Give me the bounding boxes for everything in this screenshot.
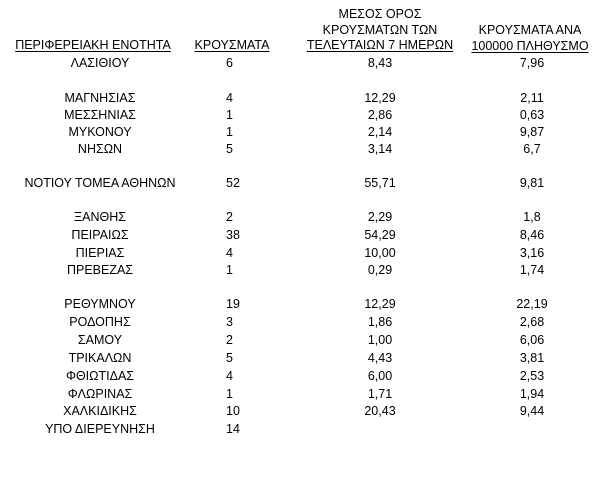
cell-cases: 1 [226,108,233,122]
header-avg7-line1: ΜΕΣΟΣ ΟΡΟΣ [338,7,422,21]
cell-region: ΦΘΙΩΤΙΔΑΣ [65,369,135,383]
cell-per100k: 2,68 [519,315,545,329]
cell-cases: 5 [226,142,233,156]
cell-cases: 52 [226,176,240,190]
cell-cases: 4 [226,91,233,105]
cell-per100k: 8,46 [519,228,545,242]
cell-avg7: 0,29 [367,263,393,277]
cell-avg7: 4,43 [367,351,393,365]
cell-per100k: 1,8 [523,210,541,224]
table-row [0,403,600,419]
cell-region: ΞΑΝΘΗΣ [74,210,126,224]
cell-avg7: 55,71 [364,176,396,190]
cell-per100k: 6,7 [523,142,541,156]
cell-region: ΛΑΣΙΘΙΟΥ [70,56,130,70]
cell-per100k: 3,81 [519,351,545,365]
cell-region: ΡΟΔΟΠΗΣ [69,315,131,329]
cell-cases: 38 [226,228,240,242]
cell-avg7: 2,29 [367,210,393,224]
table-row [0,368,600,384]
cell-region: ΜΕΣΣΗΝΙΑΣ [64,108,136,122]
cell-region: ΦΛΩΡΙΝΑΣ [67,387,133,401]
table-row [0,227,600,243]
cell-cases: 19 [226,297,240,311]
cell-region: ΠΡΕΒΕΖΑΣ [66,263,134,277]
table-row [0,350,600,366]
cell-avg7: 1,71 [367,387,393,401]
cell-region: ΧΑΛΚΙΔΙΚΗΣ [63,404,137,418]
cell-cases: 2 [226,210,233,224]
cell-avg7: 6,00 [367,369,393,383]
cell-region: ΝΗΣΩΝ [77,142,123,156]
header-cases [186,38,278,54]
cell-region: ΠΕΙΡΑΙΩΣ [71,228,129,242]
header-per100k-line2: 100000 ΠΛΗΘΥΣΜΟ [471,38,589,53]
header-region [2,38,184,54]
cell-region: ΡΕΘΥΜΝΟΥ [64,297,136,311]
cell-avg7: 10,00 [364,246,396,260]
table-row [0,332,600,348]
table-row [0,55,600,71]
cell-region: ΜΥΚΟΝΟΥ [68,125,132,139]
cell-avg7: 2,86 [367,108,393,122]
cell-per100k: 7,96 [519,56,545,70]
cell-cases: 5 [226,351,233,365]
cell-cases: 2 [226,333,233,347]
cell-avg7: 2,14 [367,125,393,139]
cell-cases: 1 [226,125,233,139]
cell-avg7: 12,29 [364,297,396,311]
cell-cases: 14 [226,422,240,436]
cell-avg7: 3,14 [367,142,393,156]
table-row [0,124,600,140]
cell-per100k: 6,06 [519,333,545,347]
cell-avg7: 20,43 [364,404,396,418]
cell-region: ΝΟΤΙΟΥ ΤΟΜΕΑ ΑΘΗΝΩΝ [24,176,176,190]
cell-per100k: 1,94 [519,387,545,401]
cell-region: ΤΡΙΚΑΛΩΝ [68,351,132,365]
cell-per100k: 3,16 [519,246,545,260]
cell-per100k: 2,11 [520,91,544,105]
header-cases-label: ΚΡΟΥΣΜΑΤΑ [194,38,270,52]
cell-per100k: 22,19 [516,297,548,311]
cell-region: ΣΑΜΟΥ [77,333,123,347]
cell-avg7: 12,29 [364,91,396,105]
cell-cases: 4 [226,246,233,260]
header-per100k-line1: ΚΡΟΥΣΜΑΤΑ ΑΝΑ [478,23,582,37]
table-row [0,90,600,106]
table-row [0,421,600,437]
cell-cases: 6 [226,56,233,70]
cell-per100k: 9,44 [519,404,545,418]
cell-per100k: 1,74 [519,263,545,277]
table-row [0,296,600,312]
cell-per100k: 0,63 [519,108,545,122]
table-row [0,245,600,261]
table-row [0,262,600,278]
cell-avg7: 1,86 [367,315,393,329]
table-row [0,314,600,330]
cell-cases: 10 [226,404,240,418]
cell-avg7: 1,00 [367,333,393,347]
cell-cases: 1 [226,263,233,277]
table-row [0,386,600,402]
cell-avg7: 8,43 [367,56,393,70]
cell-region: ΜΑΓΝΗΣΙΑΣ [64,91,136,105]
table-row [0,209,600,225]
cell-region: ΠΙΕΡΙΑΣ [75,246,125,260]
header-avg7-line2: ΚΡΟΥΣΜΑΤΩΝ ΤΩΝ [322,22,438,37]
header-per100k [460,23,600,54]
cell-per100k: 9,87 [519,125,545,139]
cell-region: ΥΠΟ ΔΙΕΡΕΥΝΗΣΗ [45,422,155,436]
table-row [0,141,600,157]
cell-cases: 4 [226,369,233,383]
header-avg7 [300,7,460,54]
cell-cases: 1 [226,387,233,401]
header-region-label: ΠΕΡΙΦΕΡΕΙΑΚΗ ΕΝΟΤΗΤΑ [15,38,171,52]
cell-avg7: 54,29 [364,228,396,242]
cell-per100k: 9,81 [519,176,545,190]
cell-per100k: 2,53 [519,369,545,383]
cell-cases: 3 [226,315,233,329]
table-row [0,175,600,191]
table-row [0,107,600,123]
header-avg7-line3: ΤΕΛΕΥΤΑΙΩΝ 7 ΗΜΕΡΩΝ [306,38,454,52]
